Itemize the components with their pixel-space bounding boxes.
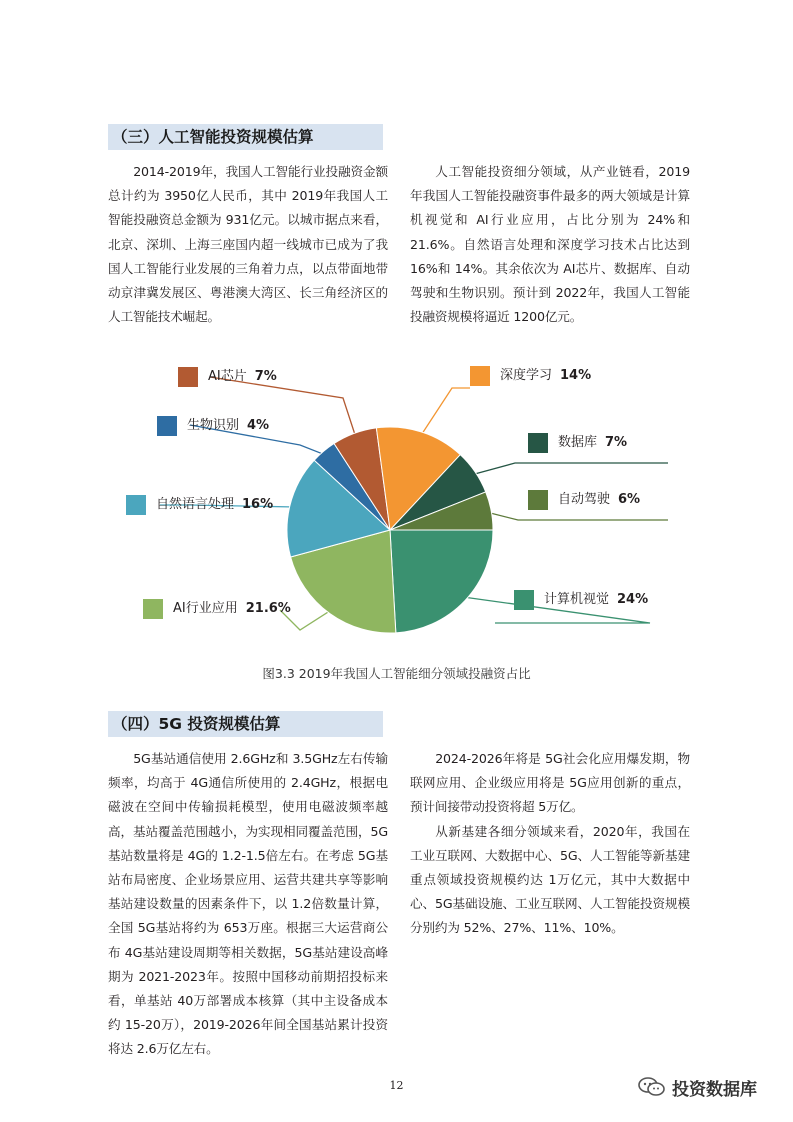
legend-swatch <box>470 366 490 386</box>
section-4-heading: （四）5G 投资规模估算 <box>108 711 383 737</box>
pie-chart <box>0 340 793 650</box>
section-3-left-paragraph: 2014-2019年，我国人工智能行业投融资金额总计约为 3950亿人民币，其中 2019年我国人工智能投融资总金额为 931亿元。以城市据点来看，北京、深圳、上海三座国内超一线城市已成为了我国人工智能行业发展的三角着力点，以点带面地带动京津冀发展区、粤港澳大湾区、长三角经济区的人工智能技术崛起。 <box>108 164 388 325</box>
legend-value: 7% <box>605 435 628 450</box>
legend-value: 7% <box>254 369 277 384</box>
section-4-right-paragraph-1: 2024-2026年将是 5G社会化应用爆发期，物联网应用、企业级应用将是 5G应用创新的重点，预计间接带动投资将超 5万亿。 <box>410 751 690 815</box>
watermark-text: 投资数据库 <box>672 1080 757 1100</box>
section-4-left-paragraph: 5G基站通信使用 2.6GHz和 3.5GHz左右传输频率，均高于 4G通信所使用的 2.4GHz，根据电磁波在空间中传输损耗模型，使用电磁波频率越高，基站覆盖范围越小，为实现相同覆盖范围，5G基站数量将是 4G的 1.2-1.5倍左右。在考虑 5G基站布局密度、企业场景应用、运营共建共享等影响基站建设数量的因素条件下，以 1.2倍数量计算，全国 5G基站将约为 653万座。根据三大运营商公布 4G基站建设周期等相关数据，5G基站建设高峰期为 2021-2023年。按照中国移动前期招投标来看，单基站 40万部署成本核算（其中主设备成本约 15-20万），2019-2026年间全国基站累计投资将达 2.6万亿左右。 <box>108 751 388 1057</box>
figure-caption: 图3.3 2019年我国人工智能细分领域投融资占比 <box>262 666 531 681</box>
legend-label: 自动驾驶 <box>558 492 611 507</box>
section-3-left-column <box>108 160 388 329</box>
legend-swatch <box>528 433 548 453</box>
wechat-icon <box>638 1077 666 1097</box>
legend-swatch <box>126 495 146 515</box>
legend-swatch <box>178 367 198 387</box>
section-3-right-column <box>410 160 690 329</box>
legend-label: 深度学习 <box>500 368 553 383</box>
legend-swatch <box>514 590 534 610</box>
section-4-left-column <box>108 747 388 1062</box>
legend-swatch <box>157 416 177 436</box>
legend-value: 21.6% <box>245 601 291 616</box>
section-3-right-paragraph: 人工智能投资细分领域，从产业链看，2019年我国人工智能投融资事件最多的两大领域是计算机视觉和 AI行业应用，占比分别为 24%和 21.6%。自然语言处理和深度学习技术占比达到 16%和 14%。其余依次为 AI芯片、数据库、自动驾驶和生物识别。预计到 2022年，我国人工智能投融资规模将逼近 1200亿元。 <box>410 164 690 325</box>
legend-label: 计算机视觉 <box>544 592 610 607</box>
legend-value: 4% <box>247 418 270 433</box>
legend-label: AI芯片 <box>208 369 247 384</box>
legend-value: 24% <box>617 592 649 607</box>
legend-swatch <box>143 599 163 619</box>
pie-slice-0 <box>390 530 493 633</box>
legend-label: AI行业应用 <box>173 601 238 616</box>
page-number: 12 <box>389 1079 404 1092</box>
legend-label: 生物识别 <box>187 418 240 433</box>
legend-swatch <box>528 490 548 510</box>
leader-line-6 <box>470 463 668 475</box>
legend-label: 自然语言处理 <box>156 497 235 512</box>
leader-line-7 <box>485 512 668 520</box>
legend-label: 数据库 <box>558 435 598 450</box>
legend-value: 14% <box>560 368 592 383</box>
leader-line-5 <box>420 388 471 438</box>
legend-value: 16% <box>242 497 274 512</box>
legend-value: 6% <box>618 492 641 507</box>
section-3-heading: （三）人工智能投资规模估算 <box>108 124 383 150</box>
section-4-right-column <box>410 747 690 941</box>
section-4-right-paragraph-2: 从新基建各细分领域来看，2020年，我国在工业互联网、大数据中心、5G、人工智能等新基建重点领域投资规模约达 1万亿元，其中大数据中心、5G基础设施、工业互联网、人工智能投资规模分别约为 52%、27%、11%、10%。 <box>410 823 690 936</box>
